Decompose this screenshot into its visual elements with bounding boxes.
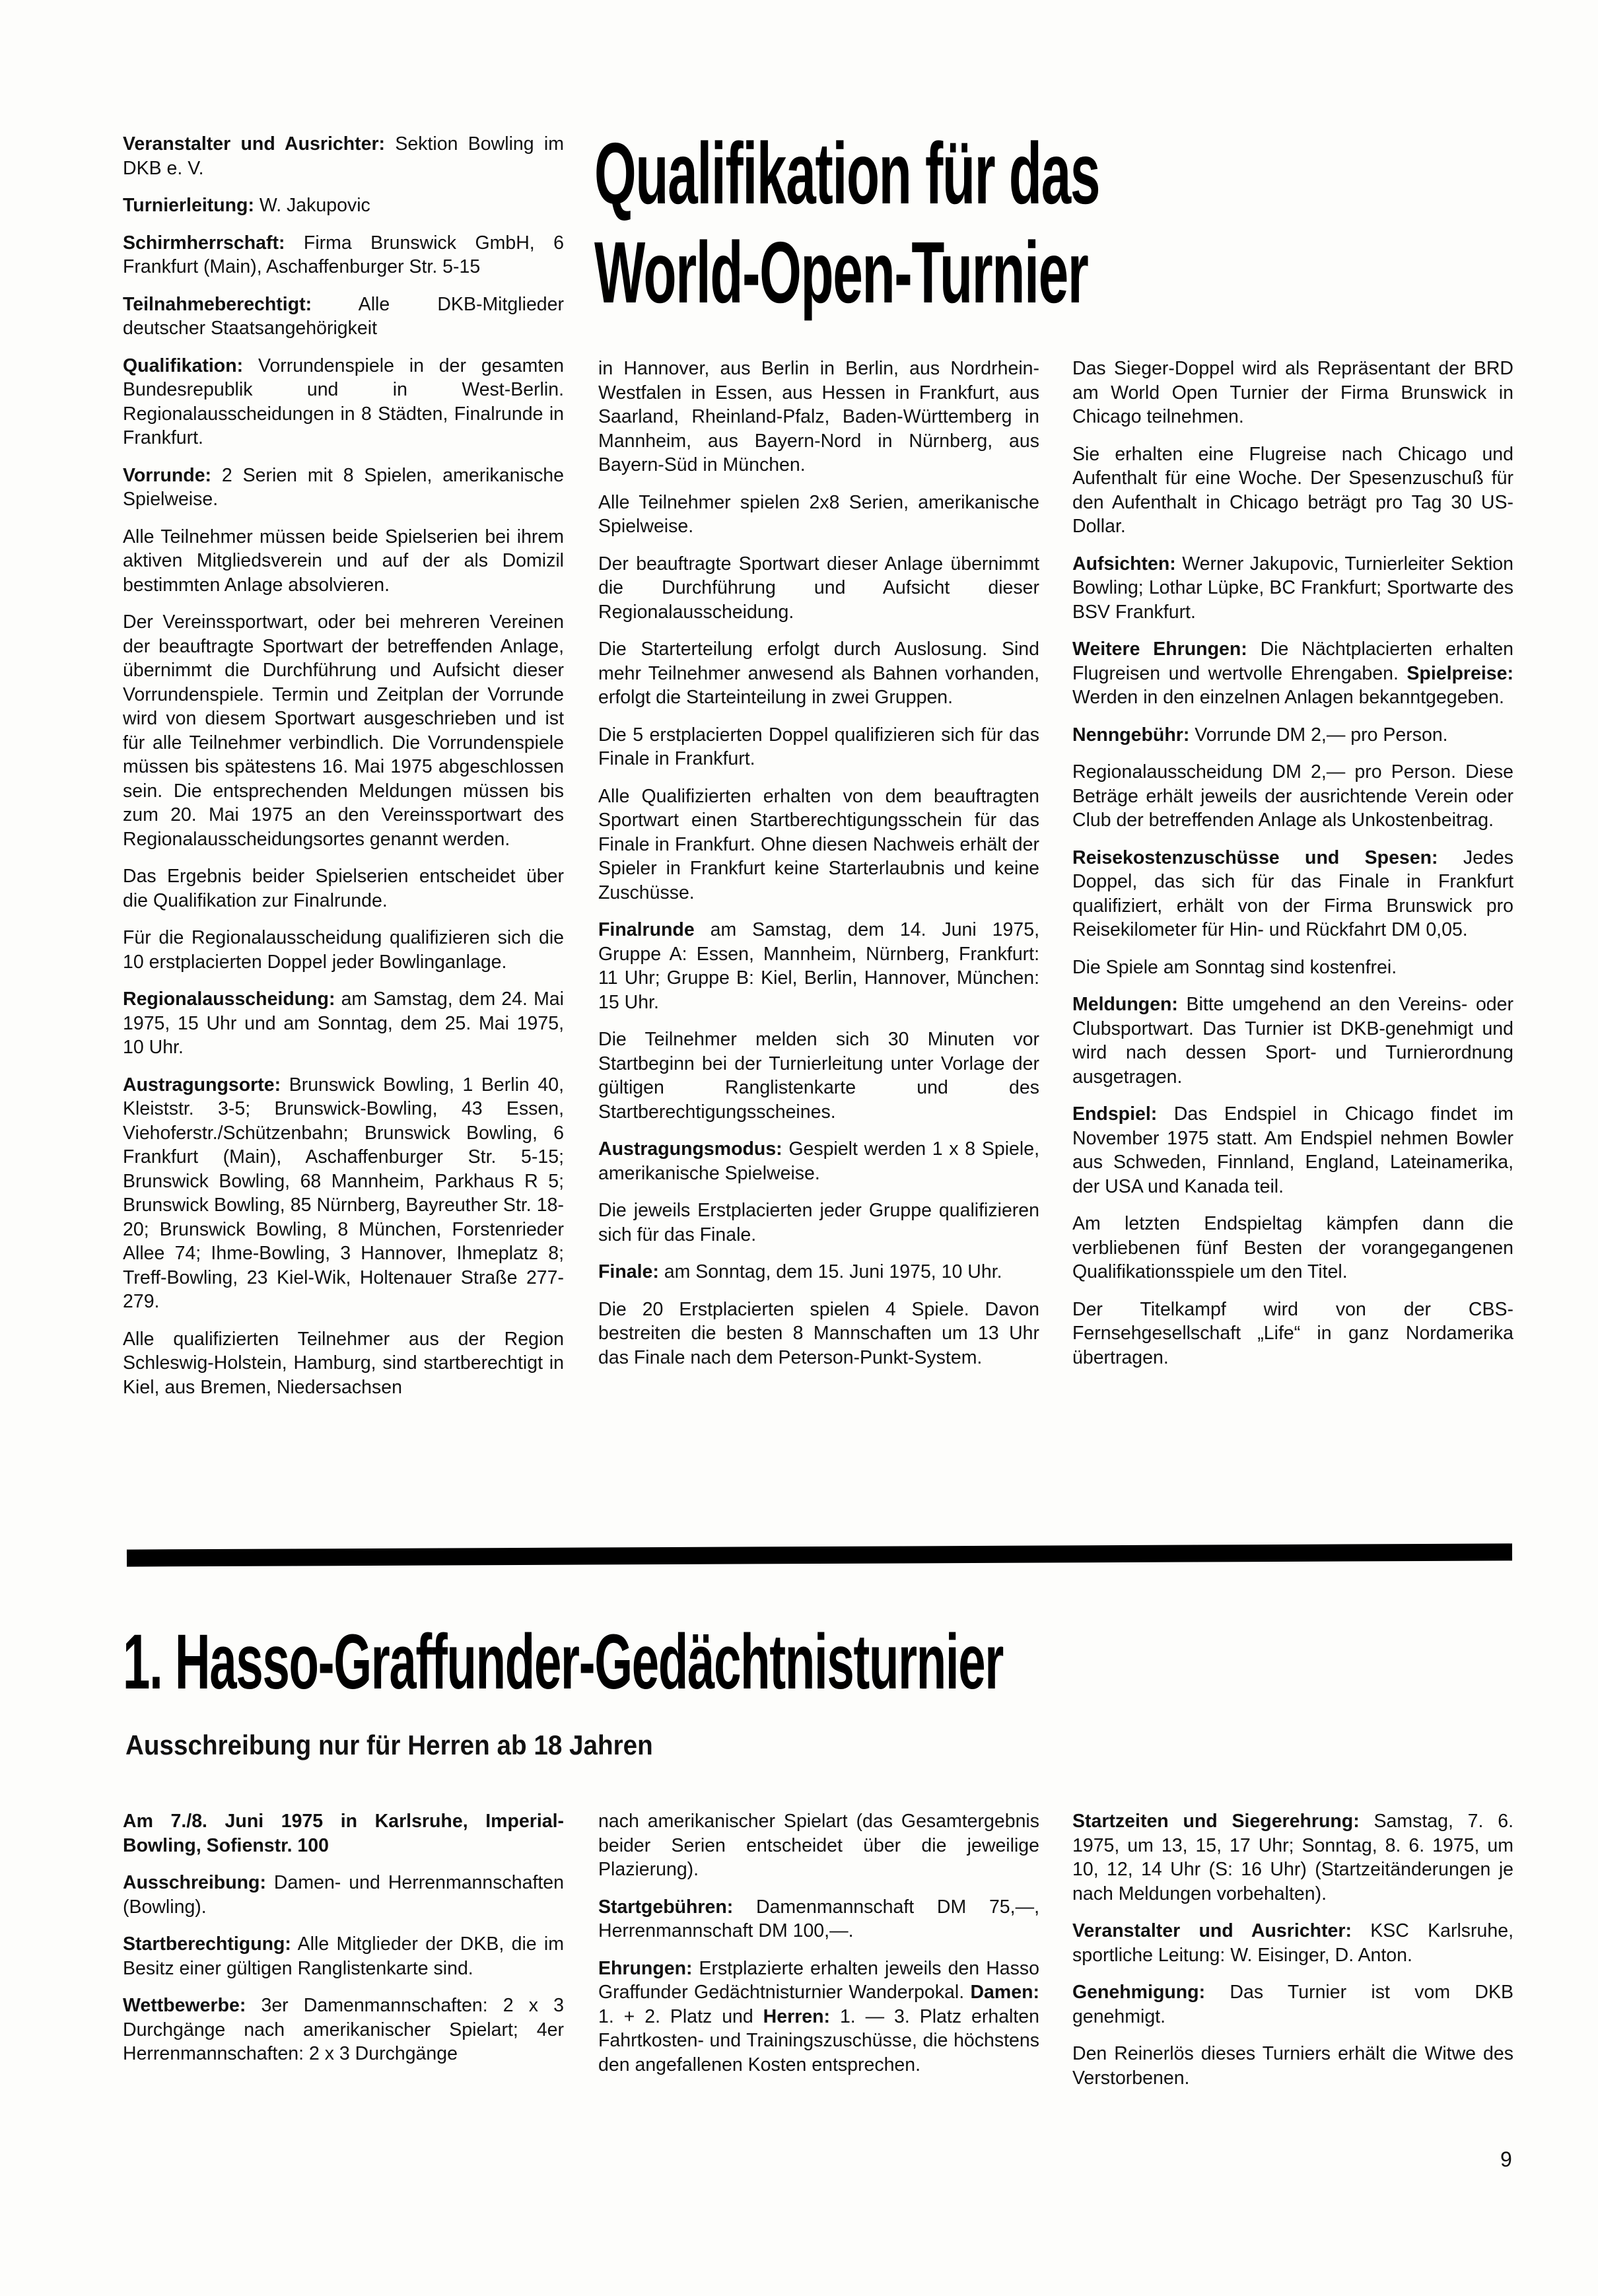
headline-line-2: World-Open-Turnier [594, 224, 1088, 321]
paragraph-text: Die 5 erstplacierten Doppel qualifizieren sich für das Finale in Frankfurt. [598, 724, 1039, 769]
paragraph-text: Das Turnier ist vom DKB genehmigt. [1072, 1982, 1513, 2027]
paragraph [598, 1895, 1039, 1943]
paragraph-label: Qualifikation: [123, 355, 244, 376]
paragraph-label: Reisekostenzuschüsse und Spesen: [1072, 847, 1438, 868]
paragraph-text: Das Endspiel in Chicago findet im November 1975 statt. Am Endspiel nehmen Bowler aus Schweden, Finnland, England, Lateinamerika, der USA und Kanada teil. [1072, 1103, 1513, 1197]
paragraph [123, 193, 564, 218]
paragraph-text: Die 20 Erstplacierten spielen 4 Spiele. Davon bestreiten die besten 8 Mannschaften um 13 Uhr das Finale nach dem Peterson-Punkt-System. [598, 1298, 1039, 1368]
paragraph [598, 1027, 1039, 1124]
paragraph-text: Firma Brunswick GmbH, 6 Frankfurt (Main), Aschaffenburger Str. 5-15 [123, 232, 564, 277]
paragraph-label: Teilnahmeberechtigt: [123, 293, 312, 315]
article2-column-3 [1072, 1809, 1513, 2103]
paragraph-text: Das Ergebnis beider Spielserien entscheidet über die Qualifikation zur Finalrunde. [123, 866, 564, 911]
paragraph-label: Damen: [970, 1982, 1039, 2003]
paragraph-text: Alle Qualifizierten erhalten von dem beauftragten Sportwart einen Startberechtigungsschein für das Finale in Frankfurt. Ohne diesen Nachweis erhält der Spieler in Frankfurt keine Starterlaubnis und keine Zuschüsse. [598, 785, 1039, 903]
paragraph-text: Vorrundenspiele in der gesamten Bundesrepublik und in West-Berlin. Regionalausscheidungen in 8 Städten, Finalrunde in Frankfurt. [123, 355, 564, 448]
paragraph [1072, 1919, 1513, 1967]
paragraph-text: nach amerikanischer Spielart (das Gesamtergebnis beider Serien entscheidet über die jeweilige Plazierung). [598, 1811, 1039, 1880]
paragraph [123, 1809, 564, 1858]
paragraph-text: Alle Teilnehmer spielen 2x8 Serien, amerikanische Spielweise. [598, 491, 1039, 537]
paragraph [1072, 637, 1513, 710]
paragraph [598, 1137, 1039, 1185]
paragraph-text: Alle Teilnehmer müssen beide Spielserien bei ihrem aktiven Mitgliedsverein und auf der als Domizil bestimmten Anlage absolvieren. [123, 526, 564, 596]
paragraph [1072, 956, 1513, 980]
paragraph-text: 1. + 2. Platz und [598, 2005, 763, 2027]
paragraph-text: Für die Regionalausscheidung qualifizieren sich die 10 erstplacierten Doppel jeder Bowlinganlage. [123, 927, 564, 973]
paragraph-label: Turnierleitung: [123, 195, 254, 216]
paragraph-text: Am letzten Endspieltag kämpfen dann die verbliebenen fünf Besten der vorangegangenen Qualifikationsspiele um den Titel. [1072, 1213, 1513, 1282]
paragraph-label: Startzeiten und Siegerehrung: [1072, 1811, 1360, 1832]
paragraph [123, 354, 564, 450]
paragraph-text: Vorrunde DM 2,— pro Person. [1189, 724, 1448, 746]
paragraph-text: Werner Jakupovic, Turnierleiter Sektion Bowling; Lothar Lüpke, BC Frankfurt; Sportwarte des BSV Frankfurt. [1072, 553, 1513, 623]
paragraph [1072, 1298, 1513, 1370]
paragraph [1072, 1102, 1513, 1199]
paragraph-text: Erstplazierte erhalten jeweils den Hasso Graffunder Gedächtnisturnier Wanderpokal. [598, 1957, 1039, 2003]
paragraph-text: Das Sieger-Doppel wird als Repräsentant der BRD am World Open Turnier der Firma Brunswick in Chicago teilnehmen. [1072, 358, 1513, 427]
paragraph [1072, 552, 1513, 625]
paragraph [1072, 357, 1513, 429]
paragraph-text: Den Reinerlös dieses Turniers erhält die Witwe des Verstorbenen. [1072, 2043, 1513, 2089]
paragraph-text: KSC Karlsruhe, sportliche Leitung: W. Eisinger, D. Anton. [1072, 1920, 1513, 1966]
paragraph [598, 491, 1039, 539]
paragraph [598, 357, 1039, 477]
paragraph-text: Brunswick Bowling, 1 Berlin 40, Kleiststr. 3-5; Brunswick-Bowling, 43 Essen, Viehoferstr./Schützenbahn; Brunswick Bowling, 6 Frankfurt (Main), Aschaffenburger Str. 5-15; Brunswick Bowling, 68 Mannheim, Parkhaus R 5; Brunswick Bowling, 85 Nürnberg, Bayreuther Str. 18-20; Brunswick Bowling, 8 München, Forstenrieder Allee 74; Ihme-Bowling, 3 Hannover, Ihmeplatz 8; Treff-Bowling, 23 Kiel-Wik, Holtenauer Straße 277-279. [123, 1074, 564, 1312]
paragraph [598, 1260, 1039, 1284]
paragraph [598, 1809, 1039, 1882]
paragraph-label: Herren: [763, 2005, 831, 2027]
paragraph-text: Sektion Bowling im DKB e. V. [123, 133, 565, 179]
article1-column-2 [598, 357, 1039, 1383]
paragraph [123, 1932, 564, 1980]
paragraph-label: Ehrungen: [598, 1957, 693, 1979]
paragraph-label: Meldungen: [1072, 994, 1178, 1015]
paragraph-label: Finale: [598, 1261, 659, 1282]
paragraph-text: 3er Damenmannschaften: 2 x 3 Durchgänge nach amerikanischer Spielart; 4er Herrenmannschaften: 2 x 3 Durchgänge [123, 1995, 564, 2064]
paragraph-text: Damenmannschaft DM 75,—, Herrenmannschaft DM 100,—. [598, 1896, 1039, 1941]
paragraph-text: Die Starterteilung erfolgt durch Auslosung. Sind mehr Teilnehmer anwesend als Bahnen vorhanden, erfolgt die Starteinteilung in zwei Gruppen. [598, 639, 1039, 708]
paragraph-text: Der Titelkampf wird von der CBS-Fernsehgesellschaft „Life“ in ganz Nordamerika übertragen. [1072, 1298, 1513, 1368]
paragraph-label: Am 7./8. Juni 1975 in Karlsruhe, Imperial-Bowling, Sofienstr. 100 [123, 1811, 564, 1856]
paragraph-text: W. Jakupovic [254, 195, 370, 216]
paragraph-text: Die jeweils Erstplacierten jeder Gruppe qualifizieren sich für das Finale. [598, 1200, 1039, 1245]
paragraph [598, 723, 1039, 771]
paragraph-text: Die Teilnehmer melden sich 30 Minuten vor Startbeginn bei der Turnierleitung unter Vorlage der gültigen Ranglistenkarte und des Startberechtigungsscheines. [598, 1029, 1039, 1123]
paragraph-label: Spielpreise: [1407, 662, 1513, 684]
paragraph-text: Sie erhalten eine Flugreise nach Chicago und Aufenthalt für eine Woche. Der Spesenzuschuß für den Aufenthalt in Chicago beträgt pro Tag 30 US-Dollar. [1072, 443, 1513, 537]
article2-column-1 [123, 1809, 564, 2079]
paragraph-label: Startberechtigung: [123, 1933, 291, 1955]
paragraph-text: Jedes Doppel, das sich für das Finale in Frankfurt qualifiziert, erhält von der Firma Brunswick pro Reisekilometer für Hin- und Rückfahrt DM 0,05. [1072, 847, 1513, 940]
paragraph-text: am Samstag, dem 14. Juni 1975, Gruppe A: Essen, Mannheim, Nürnberg, Frankfurt: 11 Uhr; Gruppe B: Kiel, Berlin, Hannover, München: 15 Uhr. [598, 919, 1039, 1013]
paragraph-label: Austragungsorte: [123, 1074, 281, 1096]
paragraph [123, 987, 564, 1060]
article2-headline: 1. Hasso-Graffunder-Gedächtnisturnier [123, 1618, 1004, 1706]
paragraph-text: Alle DKB-Mitglieder deutscher Staatsangehörigkeit [123, 293, 564, 339]
headline-line-1: Qualifikation für das [594, 125, 1100, 222]
paragraph [1072, 2042, 1513, 2090]
paragraph-text: Regionalausscheidung DM 2,— pro Person. Diese Beträge erhält jeweils der ausrichtende Verein oder Club der betreffenden Anlage als Unkostenbeitrag. [1072, 761, 1513, 831]
section-divider-rule [127, 1543, 1512, 1566]
paragraph [598, 1199, 1039, 1247]
paragraph-label: Genehmigung: [1072, 1982, 1206, 2003]
paragraph-label: Aufsichten: [1072, 553, 1176, 574]
paragraph-label: Vorrunde: [123, 464, 212, 486]
paragraph-label: Startgebühren: [598, 1896, 734, 1918]
paragraph-label: Veranstalter und Ausrichter: [1072, 1920, 1352, 1941]
paragraph [1072, 846, 1513, 942]
paragraph [123, 293, 564, 341]
paragraph [123, 464, 564, 512]
paragraph-label: Wettbewerbe: [123, 1995, 246, 2016]
page-number: 9 [1500, 2147, 1512, 2171]
paragraph [123, 1073, 564, 1314]
paragraph [1072, 1809, 1513, 1906]
paragraph [123, 864, 564, 913]
paragraph-label: Schirmherrschaft: [123, 232, 285, 254]
paragraph-label: Veranstalter und Ausrichter: [123, 133, 386, 155]
paragraph [123, 610, 564, 851]
paragraph [1072, 1212, 1513, 1284]
paragraph-label: Regionalausscheidung: [123, 989, 335, 1010]
paragraph-text: Der Vereinssportwart, oder bei mehreren Vereinen der beauftragte Sportwart der betreffenden Anlage, übernimmt die Durchführung und Aufsicht dieser Vorrundenspiele. Termin und Zeitplan der Vorrunde wird von diesem Sportwart ausgeschrieben und ist für alle Teilnehmer verbindlich. Die Vorrundenspiele müssen bis spätestens 16. Mai 1975 abgeschlossen sein. Die entsprechenden Meldungen müssen bis zum 20. Mai 1975 an den Vereinssportwart des Regionalausscheidungsortes genannt werden. [123, 611, 564, 850]
article1-headline [594, 124, 1099, 322]
paragraph-text: Der beauftragte Sportwart dieser Anlage übernimmt die Durchführung und Aufsicht dieser Regionalausscheidung. [598, 553, 1039, 623]
paragraph [1072, 1980, 1513, 2029]
paragraph-text: 2 Serien mit 8 Spielen, amerikanische Spielweise. [123, 464, 564, 510]
paragraph [1072, 992, 1513, 1089]
paragraph-text: Alle Mitglieder der DKB, die im Besitz einer gültigen Ranglistenkarte sind. [123, 1933, 564, 1979]
paragraph [1072, 723, 1513, 748]
paragraph-text: Die Nächtplacierten erhalten Flugreisen und wertvolle Ehrengaben. [1072, 639, 1513, 684]
paragraph [123, 525, 564, 598]
paragraph-label: Weitere Ehrungen: [1072, 639, 1247, 660]
paragraph-text: am Sonntag, dem 15. Juni 1975, 10 Uhr. [658, 1261, 1002, 1282]
paragraph [123, 926, 564, 974]
paragraph-label: Nenngebühr: [1072, 724, 1190, 746]
article1-column-3 [1072, 357, 1513, 1383]
article2-column-2 [598, 1809, 1039, 2090]
paragraph-label: Austragungsmodus: [598, 1138, 782, 1160]
paragraph [598, 552, 1039, 625]
paragraph [123, 1871, 564, 1919]
paragraph [123, 1994, 564, 2066]
paragraph-text: in Hannover, aus Berlin in Berlin, aus Nordrhein-Westfalen in Essen, aus Hessen in Frankfurt, aus Saarland, Rheinland-Pfalz, Baden-Württemberg in Mannheim, aus Bayern-Nord in Nürnberg, aus Bayern-Süd in München. [598, 358, 1039, 475]
paragraph-text: 1. — 3. Platz erhalten Fahrtkosten- und Trainingszuschüsse, die höchstens den angefallenen Kosten entsprechen. [598, 2005, 1040, 2075]
paragraph [598, 784, 1039, 905]
paragraph-label: Finalrunde [598, 919, 695, 940]
paragraph [1072, 760, 1513, 833]
paragraph-text: Samstag, 7. 6. 1975, um 13, 15, 17 Uhr; Sonntag, 8. 6. 1975, um 10, 12, 14 Uhr (S: 16 Uhr) (Startzeitänderungen je nach Meldungen vorbehalten). [1072, 1811, 1513, 1904]
article1-column-1 [123, 132, 564, 1412]
paragraph-label: Ausschreibung: [123, 1872, 266, 1893]
paragraph [598, 637, 1039, 710]
paragraph [1072, 442, 1513, 539]
paragraph [123, 132, 564, 180]
paragraph-text: Werden in den einzelnen Anlagen bekanntgegeben. [1072, 687, 1504, 708]
paragraph [123, 1327, 564, 1400]
paragraph-text: Die Spiele am Sonntag sind kostenfrei. [1072, 956, 1397, 978]
paragraph [598, 918, 1039, 1014]
paragraph [598, 1298, 1039, 1370]
article2-subtitle: Ausschreibung nur für Herren ab 18 Jahren [125, 1729, 653, 1760]
paragraph [123, 231, 564, 279]
paragraph-text: Damen- und Herrenmannschaften (Bowling). [123, 1872, 564, 1918]
paragraph-label: Endspiel: [1072, 1103, 1158, 1125]
paragraph-text: am Samstag, dem 24. Mai 1975, 15 Uhr und am Sonntag, dem 25. Mai 1975, 10 Uhr. [123, 989, 564, 1058]
paragraph-text: Gespielt werden 1 x 8 Spiele, amerikanische Spielweise. [598, 1138, 1039, 1184]
paragraph [598, 1957, 1039, 2077]
paragraph-text: Alle qualifizierten Teilnehmer aus der Region Schleswig-Holstein, Hamburg, sind startberechtigt in Kiel, aus Bremen, Niedersachsen [123, 1328, 564, 1398]
paragraph-text: Bitte umgehend an den Vereins- oder Clubsportwart. Das Turnier ist DKB-genehmigt und wird nach dessen Sport- und Turnierordnung ausgetragen. [1072, 994, 1513, 1088]
